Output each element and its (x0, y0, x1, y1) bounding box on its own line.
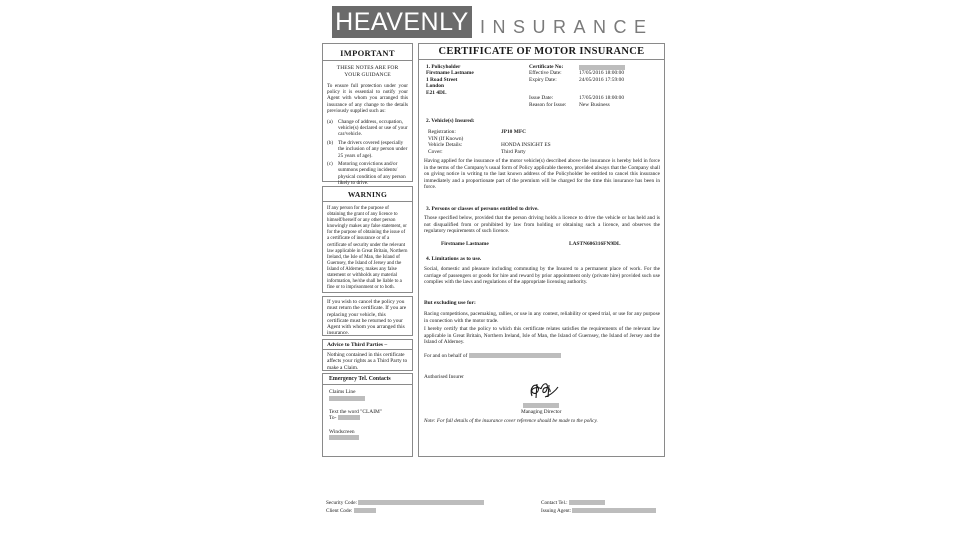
contact-tel-label: Contact Tel.: (541, 500, 568, 506)
vehicle-block (426, 118, 656, 155)
emergency-panel (322, 373, 413, 457)
registration-label: Registration: (428, 129, 456, 136)
expiry-date-value: 24/05/2016 17:59:00 (579, 76, 625, 83)
issue-date-value: 17/05/2016 18:00:00 (579, 95, 625, 102)
persons-paragraph: Those specified below, provided that the person driving holds a licence to drive the vehicle or has held and is not disqualified from or prohibited by law from holding or obtaining such a licence, and observes the regulatory requirements of such licence. (424, 215, 660, 234)
certify-paragraph: I hereby certify that the policy to which this certificate relates satisfies the requirements of the relevant law applicable in Great Britain, Northern Ireland, Isle of Man, the Island of Guernsey, the Island of Jersey and the Island of Alderney. (424, 326, 660, 345)
security-code-label: Security Code: (326, 500, 357, 506)
signature-icon (523, 378, 561, 402)
issuing-agent-label: Issuing Agent: (541, 508, 572, 514)
emergency-title: Emergency Tel. Contacts (329, 376, 391, 382)
reason-label: Reason for Issue: (529, 101, 567, 108)
driver-name: Firstname Lastname (441, 241, 489, 247)
policyholder-block (426, 64, 474, 96)
policyholder-line: 1 Road Street (426, 76, 458, 83)
important-item: (a) Change of address, occupation, vehicle(s) declared or use of your car/vehicle. (327, 118, 408, 138)
excluding-heading: But excluding use for: (424, 300, 476, 306)
divider (323, 384, 412, 385)
important-panel (322, 43, 413, 187)
important-item: (b) The drivers covered (especially the inclusion of any person under 25 years of age). (327, 139, 408, 159)
brand-logo-box (332, 6, 472, 38)
client-code-label: Client Code: (326, 508, 353, 514)
advice-text: Nothing contained in this certificate affects your rights as a Third Party to make a Claim. (327, 352, 408, 371)
vehicle-details-label: Vehicle Details: (428, 142, 463, 149)
policyholder-line: Firstname Lastname (426, 70, 474, 77)
windscreen-label: Windscreen (329, 428, 355, 435)
persons-heading: 3. Persons or classes of persons entitled to drive. (426, 206, 539, 212)
divider (323, 201, 412, 202)
redacted-issuing-agent (572, 508, 656, 513)
redacted-contact-tel (569, 500, 605, 505)
important-subtitle-1: THESE NOTES ARE FOR (336, 65, 399, 71)
redacted-phone (329, 396, 365, 401)
important-intro: To ensure full protection under your policy it is essential to notify your Agent with whom you arranged this insurance of any change to the details previously supplied such as: (327, 82, 408, 115)
client-code-row (326, 508, 376, 514)
held-in-force-paragraph: Having applied for the insurance of the motor vehicle(s) described above the insurance is hereby held in force in the terms of the Company's usual form of Policy applicable thereto, provided always that the Company shall on giving notice in writing to the last known address of the Policyholder be entitled to cancel this insurance immediately and a proportionate part of the premium will be charged for the time this insurance has been in force. (424, 158, 660, 190)
cover-label: Cover: (428, 148, 443, 155)
cover-value: Third Party (501, 148, 526, 155)
certificate-no-label: Certificate No: (529, 64, 564, 70)
important-subtitle-2: YOUR GUIDANCE (344, 71, 391, 78)
cancel-text: If you wish to cancel the policy you must return the certificate. If you are replacing your vehicle, this certificate must be returned to your Agent with whom you arranged this insurance. (327, 299, 407, 337)
redacted-director-name (523, 403, 559, 408)
redacted-client-code (354, 508, 376, 513)
issuing-agent-row (541, 508, 656, 514)
warning-text: If any person for the purpose of obtaining the grant of any licence to himself/herself or any other person knowingly makes any false statement, or for the purpose of obtaining the issue of a certificate of insurance or of a certificate of security under the relevant law applicable in Great Britain, Northern Ireland, the Isle of Man, the Island of Guernsey, the Island of Jersey and the Island of Alderney, makes any false statement or withholds any material information, he/she shall be liable to a fine or to imprisonment or to both. (327, 206, 408, 291)
divider (419, 59, 664, 60)
policyholder-heading: 1. Policyholder (426, 64, 461, 70)
driver-licence: LASTN606316FN9DL (569, 241, 621, 247)
redacted-insurer (469, 353, 561, 358)
effective-date-value: 17/05/2016 18:00:00 (579, 70, 625, 77)
warning-title: WARNING (347, 190, 388, 199)
divider (323, 60, 412, 61)
to-label: To- (329, 415, 337, 422)
redacted-phone (329, 435, 359, 440)
policy-note: Note: For full details of the insurance cover reference should be made to the policy. (424, 418, 598, 424)
limitations-paragraph: Social, domestic and pleasure including commuting by the Insured to a permanent place of work. For the carriage of passengers or goods for hire and reward by prior appointment only (private hire) provided such use complies with the laws and regulations of the appropriate licensing authority. (424, 266, 660, 285)
effective-date-label: Effective Date: (529, 70, 562, 77)
reason-value: New Business (579, 101, 610, 108)
advice-title: Advice to Third Parties – (327, 342, 388, 348)
excluding-paragraph: Racing competitions, pacemaking, rallies, or use in any contest, reliability or speed trial, or use for any purpose in connection with the motor trade. (424, 311, 660, 324)
vehicle-heading: 2. Vehicle(s) Insured: (426, 118, 475, 124)
divider (323, 349, 412, 350)
authorised-insurer-label: Authorised Insurer (424, 374, 464, 380)
policyholder-line: London (426, 83, 444, 90)
behalf-line (424, 353, 561, 359)
issue-date-label: Issue Date: (529, 95, 554, 102)
expiry-date-label: Expiry Date: (529, 76, 557, 83)
security-code-row (326, 500, 484, 506)
advice-panel (322, 339, 413, 371)
important-title: IMPORTANT (340, 48, 395, 58)
contact-tel-row (541, 500, 605, 506)
warning-panel (322, 186, 413, 293)
vin-label: VIN (If Known) (428, 135, 464, 142)
registration-value: JP10 MFC (501, 129, 527, 136)
text-claim-label: Text the word "CLAIM" (329, 408, 382, 415)
redacted-security-code (358, 500, 484, 505)
important-item: (c) Motoring convictions and/or summons pending incidents/ physical condition of any person likely to drive. (327, 161, 406, 187)
redacted-certificate-no (579, 65, 625, 70)
redacted-number (338, 415, 360, 420)
brand-tagline: INSURANCE (480, 17, 654, 37)
certificate-title: CERTIFICATE OF MOTOR INSURANCE (438, 46, 645, 57)
limitations-heading: 4. Limitations as to use. (426, 256, 482, 262)
brand-logo-text: HEAVENLY (335, 8, 469, 36)
managing-director-label: Managing Director (521, 409, 562, 415)
cancel-panel (322, 296, 413, 336)
claims-line-label: Claims Line (329, 389, 356, 395)
vehicle-details-value: HONDA INSIGHT ES (501, 142, 551, 149)
behalf-label: For and on behalf of (424, 353, 468, 359)
certificate-info-block (529, 64, 659, 108)
policyholder-line: E21 4DL (426, 89, 447, 96)
certificate-panel (418, 43, 665, 457)
